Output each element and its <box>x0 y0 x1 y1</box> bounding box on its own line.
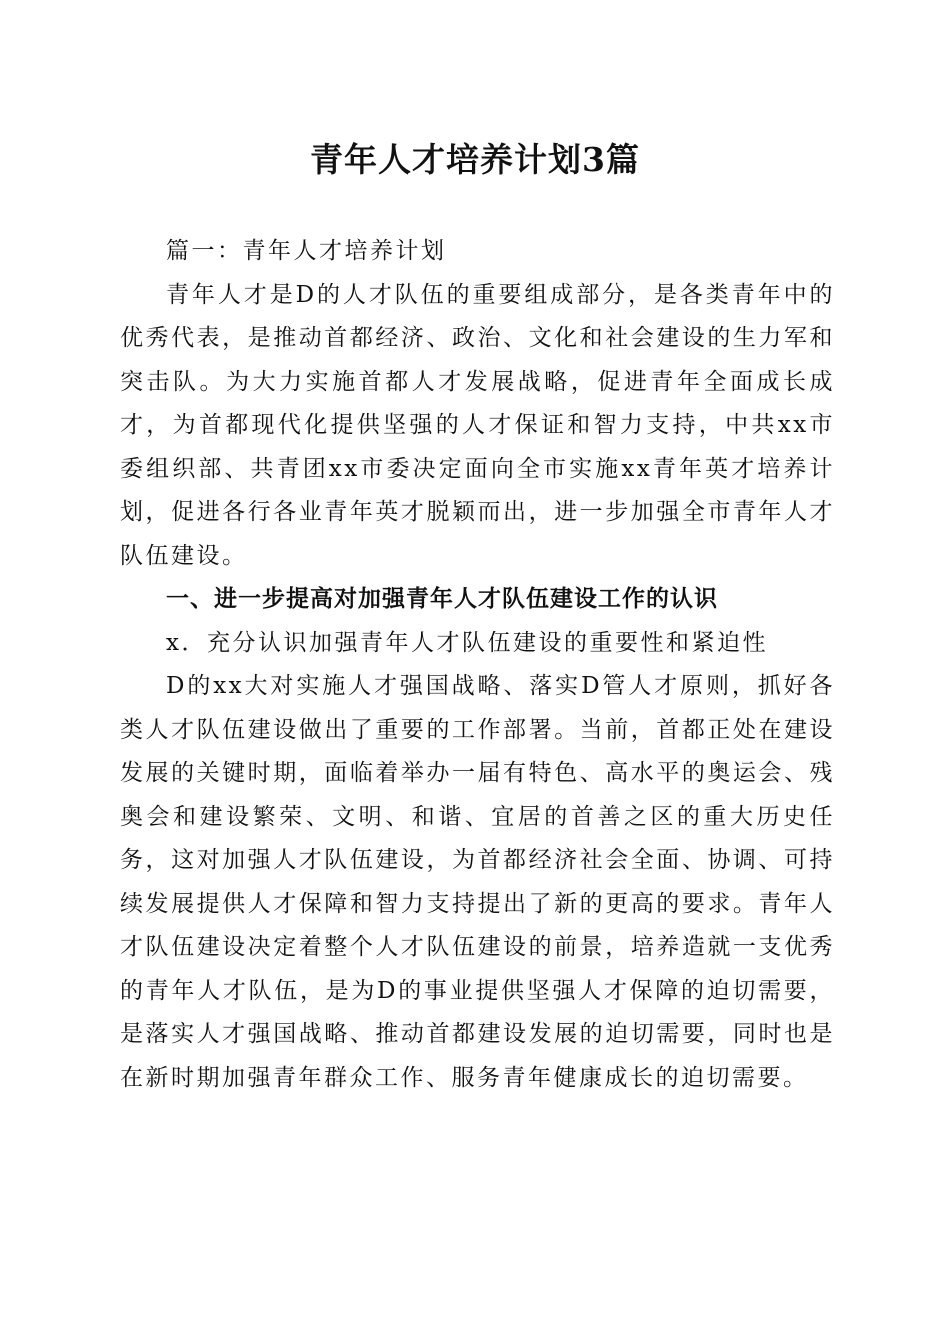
section-heading-1: 一、进一步提高对加强青年人才队伍建设工作的认识 <box>166 586 718 612</box>
part-label: 篇一：青年人才培养计划 <box>166 238 447 264</box>
document-body <box>120 230 835 1100</box>
main-paragraph: D的xx大对实施人才强国战略、落实D管人才原则，抓好各类人才队伍建设做出了重要的工作部署。当前，首都正处在建设发展的关键时期，面临着举办一届有特色、高水平的奥运会、残奥会和建设繁荣、文明、和谐、宜居的首善之区的重大历史任务，这对加强人才队伍建设，为首都经济社会全面、协调、可持续发展提供人才保障和智力支持提出了新的更高的要求。青年人才队伍建设决定着整个人才队伍建设的前景，培养造就一支优秀的青年人才队伍，是为D的事业提供坚强人才保障的迫切需要，是落实人才强国战略、推动首都建设发展的迫切需要，同时也是在新时期加强青年群众工作、服务青年健康成长的迫切需要。 <box>120 673 835 1091</box>
intro-paragraph: 青年人才是D的人才队伍的重要组成部分，是各类青年中的优秀代表，是推动首都经济、政治、文化和社会建设的生力军和突击队。为大力实施首都人才发展战略，促进青年全面成长成才，为首都现代化提供坚强的人才保证和智力支持，中共xx市委组织部、共青团xx市委决定面向全市实施xx青年英才培养计划，促进各行各业青年英才脱颖而出，进一步加强全市青年人才队伍建设。 <box>120 281 835 569</box>
document-title: 青年人才培养计划3篇 <box>310 140 640 179</box>
subsection-heading: x．充分认识加强青年人才队伍建设的重要性和紧迫性 <box>166 629 768 656</box>
